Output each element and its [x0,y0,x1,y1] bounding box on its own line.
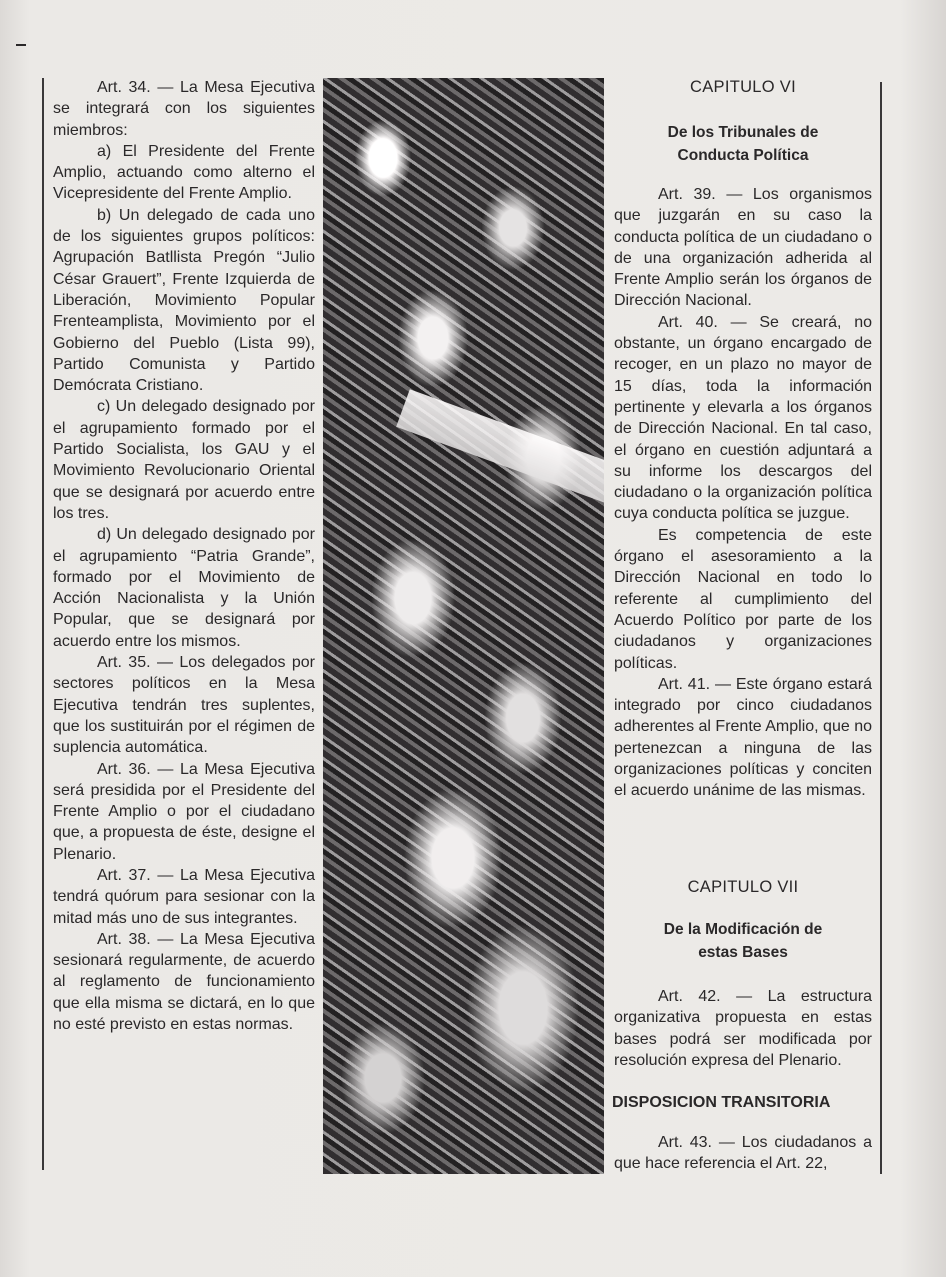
transitory-heading: DISPOSICION TRANSITORIA [612,1094,831,1111]
chapter-6-label: CAPITULO VI [690,78,796,96]
paragraph-art-42: Art. 42. — La estructura organizativa propuesta en estas bases podrá ser modificada por resolución expresa del Plenario. [614,988,872,1069]
paragraph-art-35: Art. 35. — Los delegados por sectores políticos en la Mesa Ejecutiva tendrán tres suplentes, que los sustituirán por el régimen de suplencia automática. [53,654,315,757]
chapter-6-heading [614,121,872,167]
paragraph-art-38: Art. 38. — La Mesa Ejecutiva sesionará regularmente, de acuerdo al reglamento de funcionamiento que ella misma se dictará, en lo que no esté previsto en estas normas. [53,930,315,1034]
chapter-7-label: CAPITULO VII [687,878,799,896]
right-text-column-a [614,184,872,802]
chapter-6-heading-line2: Conducta Política [677,147,809,164]
crowd-photo [323,78,604,1174]
paragraph-art-37: Art. 37. — La Mesa Ejecutiva tendrá quórum para sesionar con la mitad más uno de sus integrantes. [53,866,315,927]
right-text-column-b [614,986,872,1071]
photo-banner-highlight [396,389,604,505]
paragraph-art-40: Art. 40. — Se creará, no obstante, un órgano encargado de recoger, en un plazo no mayor de 15 días, toda la información pertinente y elevarla a los órganos de Dirección Nacional. En tal caso, el órgano en cuestión adjuntará a su informe los descargos del ciudadano o la organización política cuya conducta política se juzgue. [614,313,872,523]
chapter-7-heading [614,918,872,964]
paragraph-art-39: Art. 39. — Los organismos que juzgarán en su caso la conducta política de un ciudadano o de una organización adherida al Frente Amplio serán los órganos de Dirección Nacional. [614,186,872,310]
margin-mark [16,44,26,46]
paragraph-competencia: Es competencia de este órgano el asesoramiento a la Dirección Nacional en todo lo referente al cumplimiento del Acuerdo Político por parte de los ciudadanos y organizaciones políticas. [614,526,872,672]
chapter-6-heading-line1: De los Tribunales de [667,124,819,141]
paragraph-item-a: a) El Presidente del Frente Amplio, actuando como alterno el Vicepresidente del Frente Amplio. [53,142,315,203]
chapter-7-heading-line2: estas Bases [698,944,788,961]
left-column-rule [42,78,44,1170]
transitory-text-block [614,1132,872,1175]
paragraph-art-41: Art. 41. — Este órgano estará integrado por cinco ciudadanos adherentes al Frente Amplio, que no pertenezcan a ninguna de las organizaciones políticas y conciten el acuerdo unánime de las mismas. [614,675,872,800]
paragraph-art-43: Art. 43. — Los ciudadanos a que hace referencia el Art. 22, [614,1134,872,1173]
left-text-column [53,77,315,1035]
paragraph-item-b: b) Un delegado de cada uno de los siguientes grupos políticos: Agrupación Batllista Pregón “Julio César Grauert”, Frente Izquierda de Liberación, Movimiento Popular Frenteamplista, Movimiento por el Gobierno del Pueblo (Lista 99), Partido Comunista y Partido Demócrata Cristiano. [53,206,315,395]
paragraph-item-d: d) Un delegado designado por el agrupamiento “Patria Grande”, formado por el Movimiento de Acción Nacionalista y la Unión Popular, que se designará por acuerdo entre los mismos. [53,526,315,650]
right-column-rule [880,82,882,1174]
paragraph-art-34: Art. 34. — La Mesa Ejecutiva se integrará con los siguientes miembros: [53,79,315,139]
chapter-7-heading-line1: De la Modificación de [663,921,823,938]
paragraph-item-c: c) Un delegado designado por el agrupamiento formado por el Partido Socialista, los GAU y el Movimiento Revolucionario Oriental que se designará por acuerdo entre los tres. [53,398,315,522]
paragraph-art-36: Art. 36. — La Mesa Ejecutiva será presidida por el Presidente del Frente Amplio o por el ciudadano que, a propuesta de éste, designe el Plenario. [53,760,315,863]
